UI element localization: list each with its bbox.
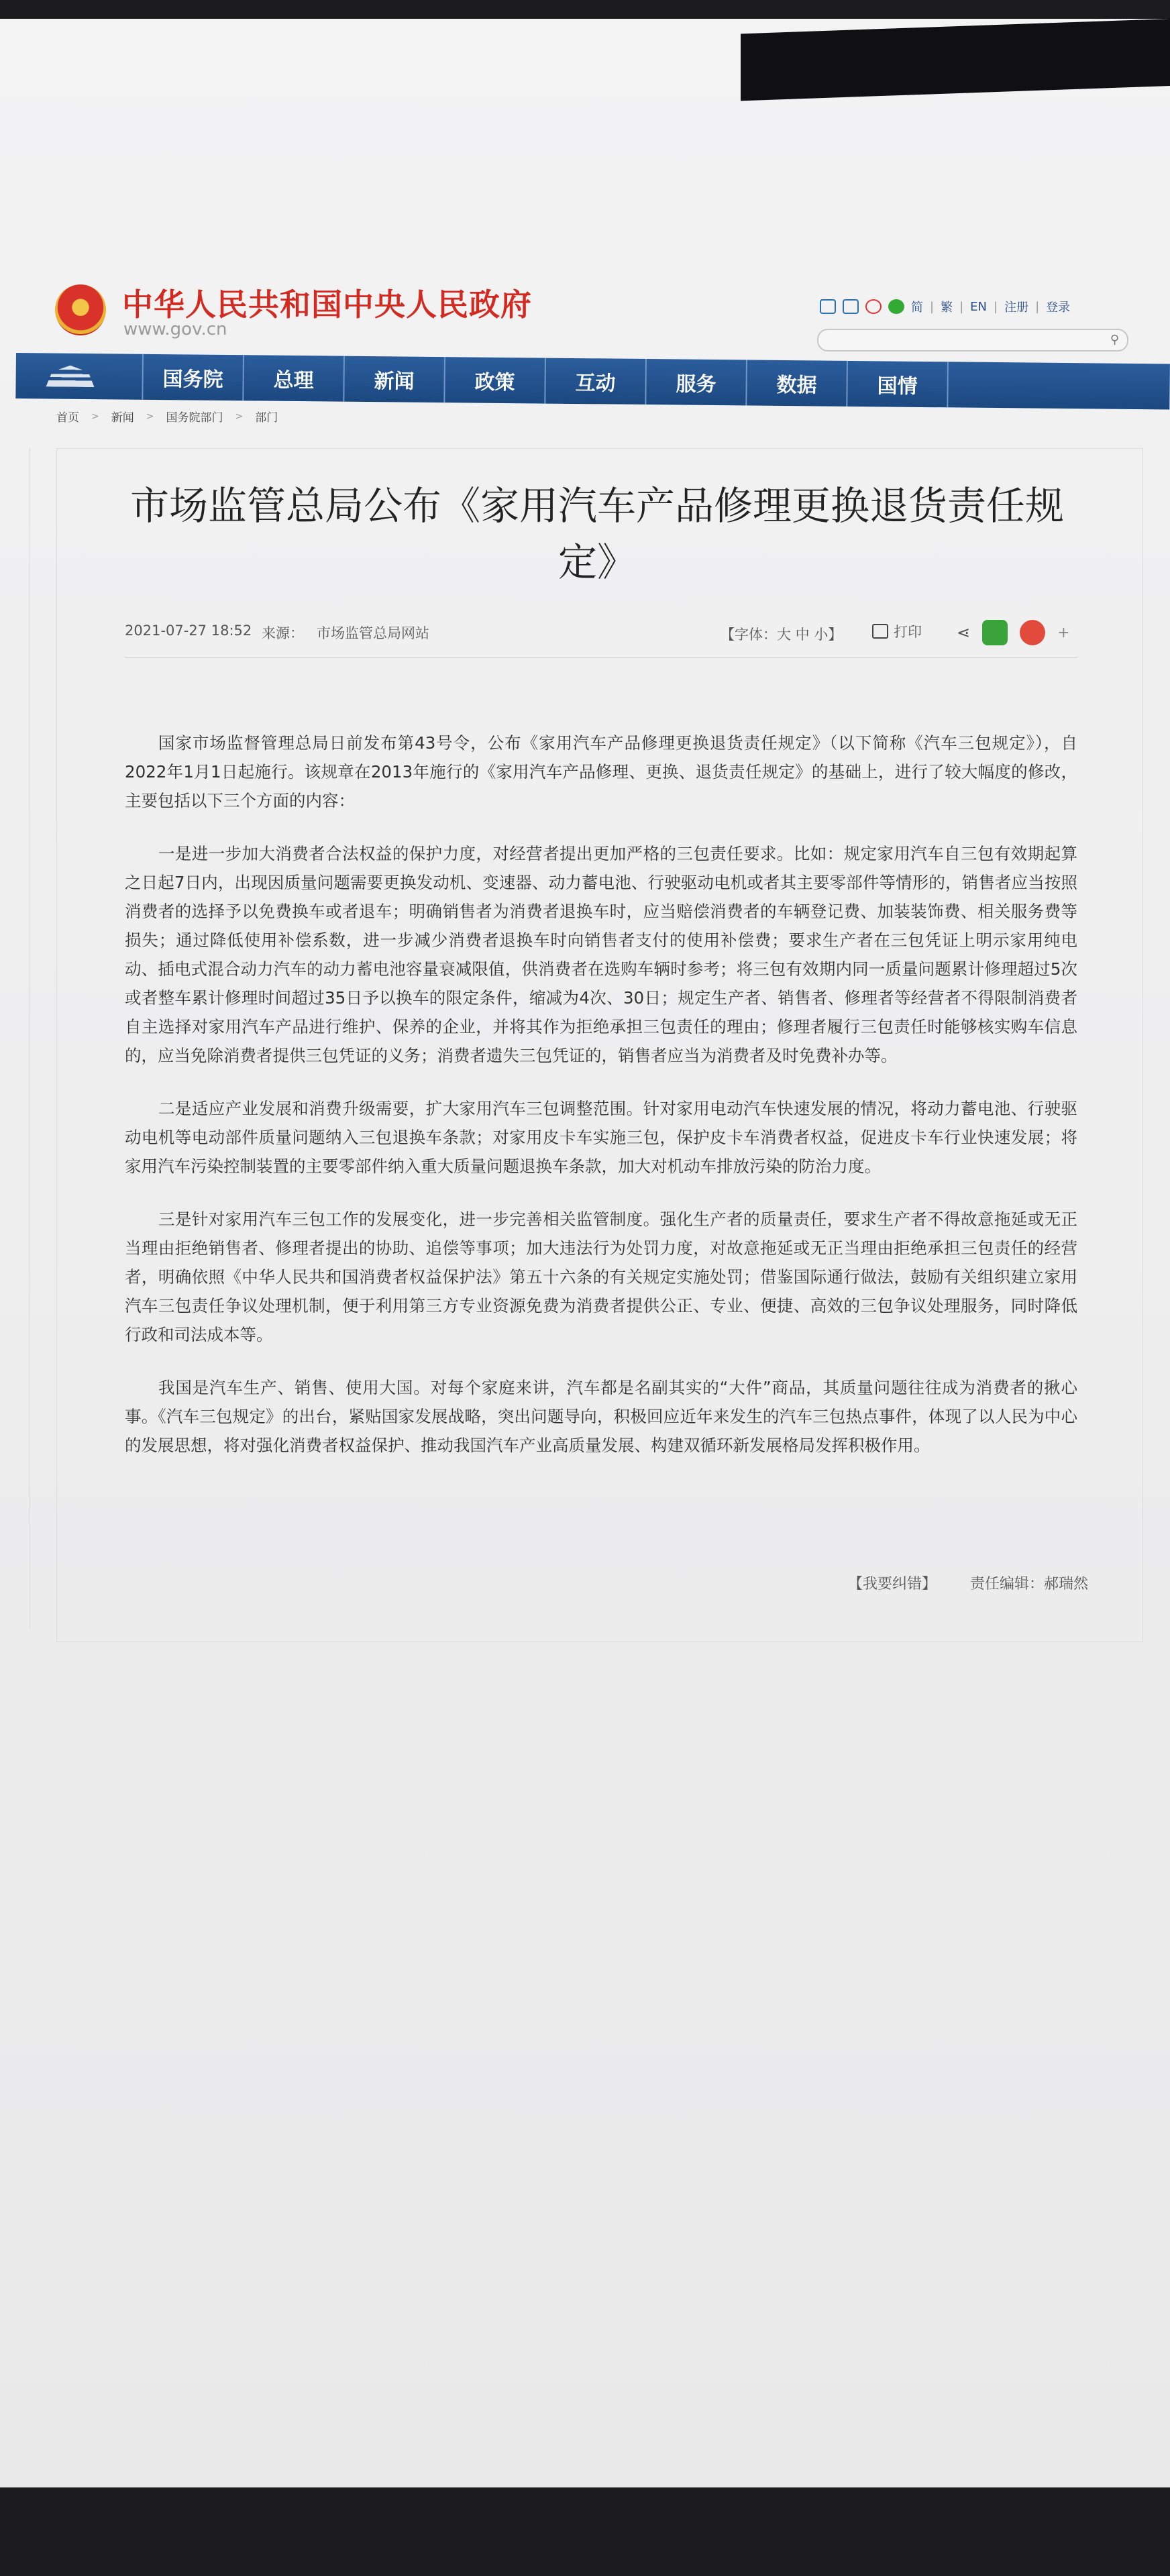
nav-items	[142, 354, 949, 408]
simplified-link[interactable]: 简	[911, 301, 923, 315]
nav-home[interactable]	[33, 361, 107, 391]
responsible-editor: 责任编辑：郝瑞然	[970, 1576, 1089, 1593]
plus-icon[interactable]: +	[1057, 624, 1070, 641]
english-link[interactable]: EN	[970, 299, 987, 314]
publish-date: 2021-07-27 18:52	[125, 623, 252, 639]
nav-item-data[interactable]: 数据	[745, 360, 847, 406]
mail-icon[interactable]	[820, 299, 836, 314]
paper-page	[0, 19, 1170, 2487]
site-title: 中华人民共和国中央人民政府	[122, 286, 532, 323]
share-row	[957, 620, 1070, 645]
print-button[interactable]	[872, 621, 922, 641]
article-title: 市场监管总局公布《家用汽车产品修理更换退货责任规定》	[129, 483, 1064, 585]
nav-item-policy[interactable]: 政策	[443, 357, 545, 403]
share-icon[interactable]: ⋖	[957, 623, 971, 642]
nav-item-state-council[interactable]: 国务院	[142, 354, 243, 400]
article-meta	[125, 620, 1077, 647]
nav-item-interaction[interactable]: 互动	[544, 358, 645, 405]
register-link[interactable]: 注册	[1004, 301, 1029, 315]
article-body	[125, 729, 1077, 1484]
wechat-icon[interactable]	[982, 620, 1008, 645]
print-label: 打印	[894, 624, 922, 640]
divider: |	[930, 299, 935, 314]
paragraph: 我国是汽车生产、销售、使用大国。对每个家庭来讲，汽车都是名副其实的“大件”商品，其质量问题往往成为消费者的揪心事。《汽车三包规定》的出台，紧贴国家发展战略，突出问题导向，积极回应近年来发生的汽车三包热点事件，体现了以人民为中心的发展思想，将对强化消费者权益保护、推动我国汽车产业高质量发展、构建双循环新发展格局发挥积极作用。	[125, 1378, 1077, 1455]
chevron-right-icon: >	[235, 411, 244, 422]
paragraph: 一是进一步加大消费者合法权益的保护力度，对经营者提出更加严格的三包责任要求。比如：规定家用汽车自三包有效期起算之日起7日内，出现因质量问题需要更换发动机、变速器、动力蓄电池、行驶驱动电机或者其主要零部件等情形的，销售者应当按照消费者的选择予以免费换车或者退车；明确销售者为消费者退换车时，应当赔偿消费者的车辆登记费、加装装饰费、相关服务费等损失；通过降低使用补偿系数，进一步减少消费者退换车时向销售者支付的使用补偿费；要求生产者在三包凭证上明示家用纯电动、插电式混合动力汽车的动力蓄电池容量衰减限值，供消费者在选购车辆时参考；将三包有效期内同一质量问题累计修理超过5次或者整车累计修理时间超过35日予以换车的限定条件，缩减为4次、30日；规定生产者、销售者、修理者等经营者不得限制消费者自主选择对家用汽车产品进行维护、保养的企业，并将其作为拒绝承担三包责任的理由；修理者履行三包责任时能够核实购车信息的，应当免除消费者提供三包凭证的义务；消费者遗失三包凭证的，销售者应当为消费者及时免费补办等。	[125, 844, 1077, 1065]
paragraph: 三是针对家用汽车三包工作的发展变化，进一步完善相关监管制度。强化生产者的质量责任，要求生产者不得故意拖延或无正当理由拒绝销售者、修理者提出的协助、追偿等事项；加大违法行为处罚力度，对故意拖延或无正当理由拒绝承担三包责任的经营者，明确依照《中华人民共和国消费者权益保护法》第五十六条的有关规定实施处罚；借鉴国际通行做法，鼓励有关组织建立家用汽车三包责任争议处理机制，便于利用第三方专业资源免费为消费者提供公正、专业、便捷、高效的三包争议处理服务，同时降低行政和司法成本等。	[125, 1210, 1077, 1344]
search-input[interactable]	[817, 329, 1128, 352]
search-icon[interactable]: ⚲	[1110, 333, 1119, 347]
breadcrumb-state-council-dept[interactable]: 国务院部门	[166, 411, 223, 425]
site-logo[interactable]	[55, 278, 565, 352]
chevron-right-icon: >	[146, 411, 154, 422]
login-link[interactable]: 登录	[1046, 301, 1071, 315]
divider: |	[1035, 299, 1040, 314]
report-error-link[interactable]: 【我要纠错】	[848, 1576, 937, 1593]
source-name: 市场监管总局网站	[317, 625, 429, 641]
tiananmen-icon	[40, 365, 101, 387]
divider: |	[994, 299, 998, 314]
weibo-small-icon[interactable]	[865, 299, 882, 314]
weibo-icon[interactable]	[1020, 620, 1045, 645]
nav-item-premier[interactable]: 总理	[242, 355, 343, 401]
paragraph: 国家市场监督管理总局日前发布第43号令，公布《家用汽车产品修理更换退货责任规定》（以下简称《汽车三包规定》），自2022年1月1日起施行。该规章在2013年施行的《家用汽车产品修理、更换、退货责任规定》的基础上，进行了较大幅度的修改，主要包括以下三个方面的内容：	[125, 733, 1077, 810]
breadcrumb	[56, 408, 278, 425]
paragraph: 二是适应产业发展和消费升级需要，扩大家用汽车三包调整范围。针对家用电动汽车快速发展的情况，将动力蓄电池、行驶驱动电机等电动部件质量问题纳入三包退换车条款；对家用皮卡车实施三包，保护皮卡车消费者权益，促进皮卡车行业快速发展；将家用汽车污染控制装置的主要零部件纳入重大质量问题退换车条款，加大对机动车排放污染的防治力度。	[125, 1099, 1077, 1176]
nav-item-national-info[interactable]: 国情	[846, 361, 949, 407]
main-nav	[15, 353, 1170, 410]
source-label: 来源：	[262, 625, 304, 641]
traditional-link[interactable]: 繁	[941, 301, 953, 315]
font-size-control[interactable]: 【字体：大 中 小】	[721, 627, 843, 643]
printer-icon	[872, 624, 888, 639]
meta-divider	[125, 657, 1077, 658]
nav-item-news[interactable]: 新闻	[343, 356, 444, 402]
site-url: www.gov.cn	[123, 319, 227, 339]
divider: |	[959, 299, 964, 314]
wechat-small-icon[interactable]	[888, 299, 904, 314]
nav-item-services[interactable]: 服务	[645, 359, 746, 405]
header-tools	[820, 295, 1070, 318]
breadcrumb-news[interactable]: 新闻	[111, 411, 134, 425]
breadcrumb-dept[interactable]: 部门	[255, 411, 278, 425]
desk-corner	[741, 19, 1170, 101]
breadcrumb-home[interactable]: 首页	[56, 411, 79, 425]
article-footer	[848, 1572, 1088, 1593]
national-emblem-icon	[55, 284, 106, 335]
mobile-icon[interactable]	[843, 299, 859, 314]
chevron-right-icon: >	[91, 411, 99, 422]
